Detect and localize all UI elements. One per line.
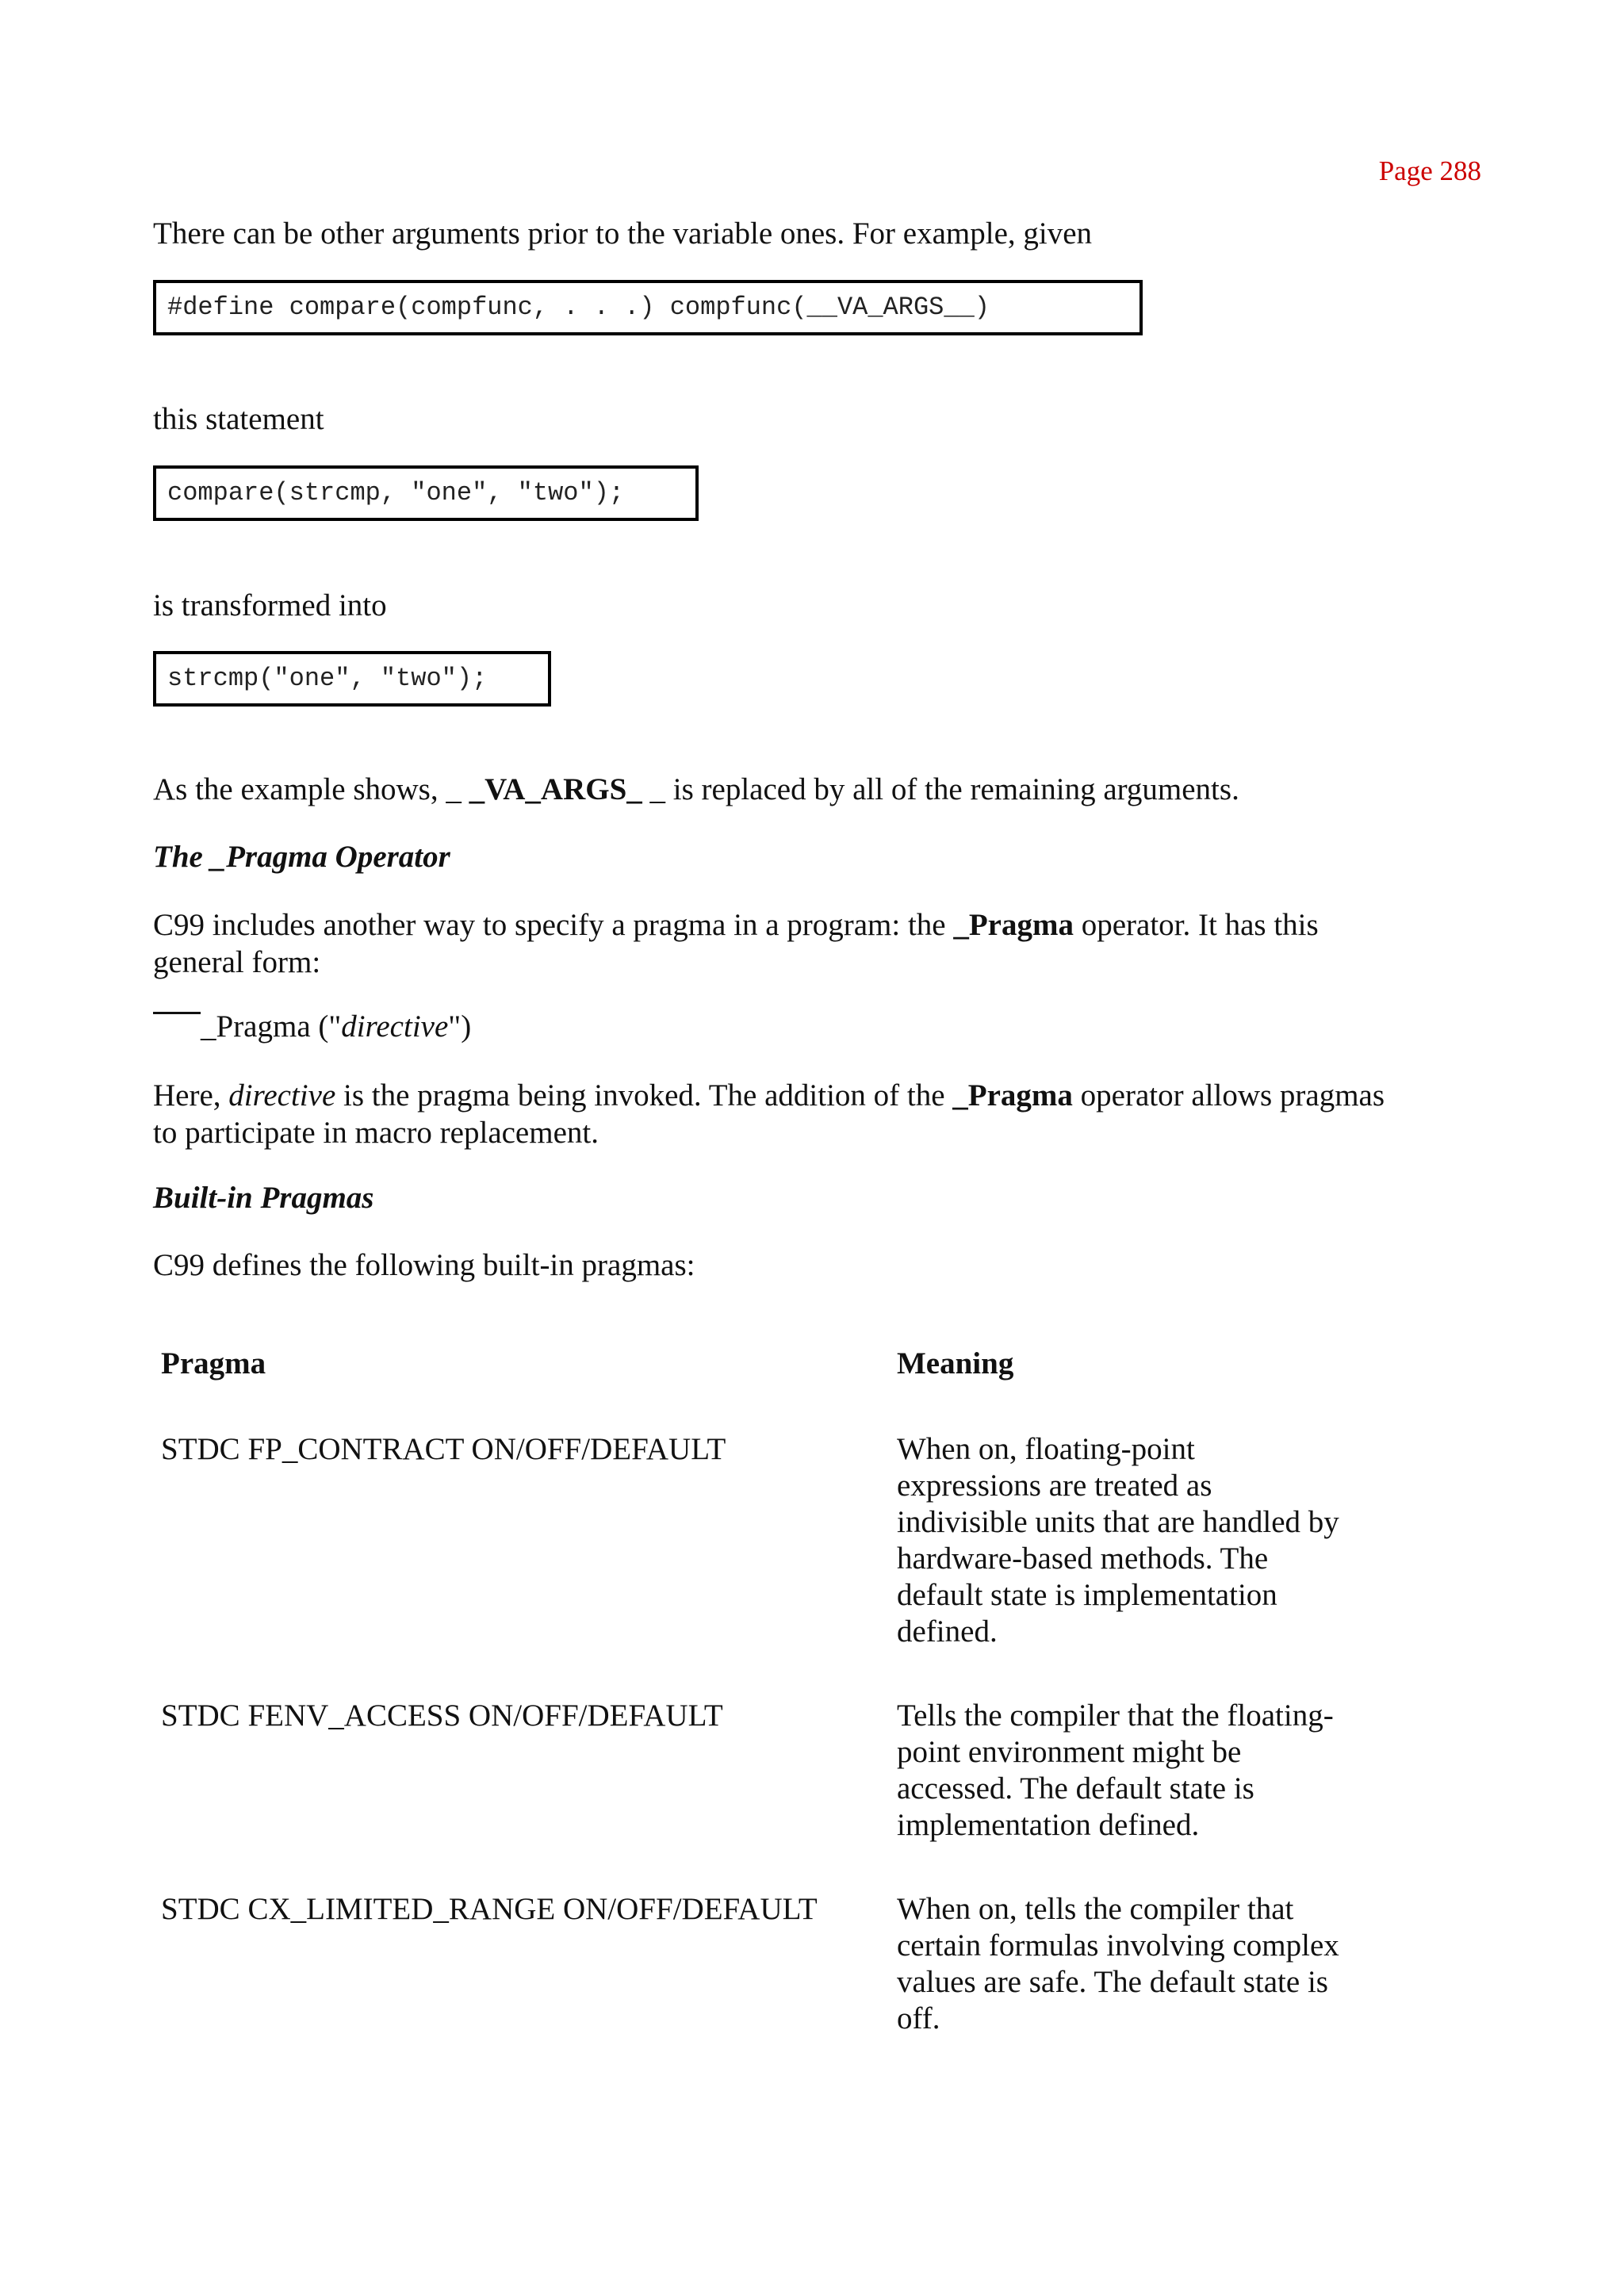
table-cell-meaning: When on, floating-point expressions are treated as indivisible units that are handled by hardware-based methods. The default state is implementation defined. — [897, 1432, 1339, 1649]
table-header-pragma: Pragma — [161, 1346, 266, 1381]
pragma-para-bold: _Pragma — [953, 908, 1074, 942]
form-suffix: ") — [448, 1009, 472, 1044]
table-cell-meaning: When on, tells the compiler that certain formulas involving complex values are safe. The default state is off. — [897, 1892, 1339, 2035]
pragma-para-after: operator. It has this — [1073, 908, 1319, 942]
pragma-operator-paragraph — [153, 906, 1319, 981]
pragma-para-before: C99 includes another way to specify a pragma in a program: the — [153, 908, 954, 942]
code-block-compare: compare(strcmp, "one", "two"); — [153, 465, 699, 521]
va-args-bold: _VA_ARGS_ — [469, 772, 642, 806]
code-block-define: #define compare(compfunc, . . .) compfunc(__VA_ARGS__) — [153, 280, 1143, 335]
here-mid: is the pragma being invoked. The addition of the — [335, 1078, 953, 1113]
intro-paragraph: There can be other arguments prior to the variable ones. For example, given — [153, 216, 1093, 251]
directive-paragraph — [153, 1077, 1385, 1151]
va-args-paragraph — [153, 771, 1239, 808]
here-end: operator allows pragmas — [1072, 1078, 1385, 1113]
pragma-para-line2: general form: — [153, 945, 321, 979]
table-cell-pragma: STDC FP_CONTRACT ON/OFF/DEFAULT — [161, 1432, 726, 1466]
statement-label: this statement — [153, 402, 324, 436]
table-header-meaning: Meaning — [897, 1346, 1014, 1381]
table-cell-pragma: STDC FENV_ACCESS ON/OFF/DEFAULT — [161, 1698, 723, 1733]
table-cell-pragma: STDC CX_LIMITED_RANGE ON/OFF/DEFAULT — [161, 1892, 818, 1926]
code-block-strcmp: strcmp("one", "two"); — [153, 651, 551, 707]
builtin-intro: C99 defines the following built-in pragmas: — [153, 1248, 695, 1282]
form-italic: directive — [341, 1009, 449, 1044]
builtin-pragmas-heading: Built-in Pragmas — [153, 1181, 374, 1215]
table-cell-meaning: Tells the compiler that the floating-point environment might be accessed. The default state is implementation defined. — [897, 1698, 1334, 1842]
pragma-operator-heading: The _Pragma Operator — [153, 840, 450, 874]
here-bold: _Pragma — [952, 1078, 1073, 1113]
here-italic: directive — [228, 1078, 336, 1113]
underline-mark — [153, 1012, 201, 1014]
transformed-label: is transformed into — [153, 588, 387, 622]
here-start: Here, — [153, 1078, 229, 1113]
page-number: Page 288 — [1378, 155, 1481, 186]
here-line2: to participate in macro replacement. — [153, 1116, 599, 1150]
pragma-general-form — [201, 1008, 471, 1045]
form-prefix: _Pragma (" — [201, 1009, 342, 1044]
va-args-text-after: _ is replaced by all of the remaining arguments. — [642, 772, 1239, 806]
va-args-text-before: As the example shows, _ — [153, 772, 469, 806]
